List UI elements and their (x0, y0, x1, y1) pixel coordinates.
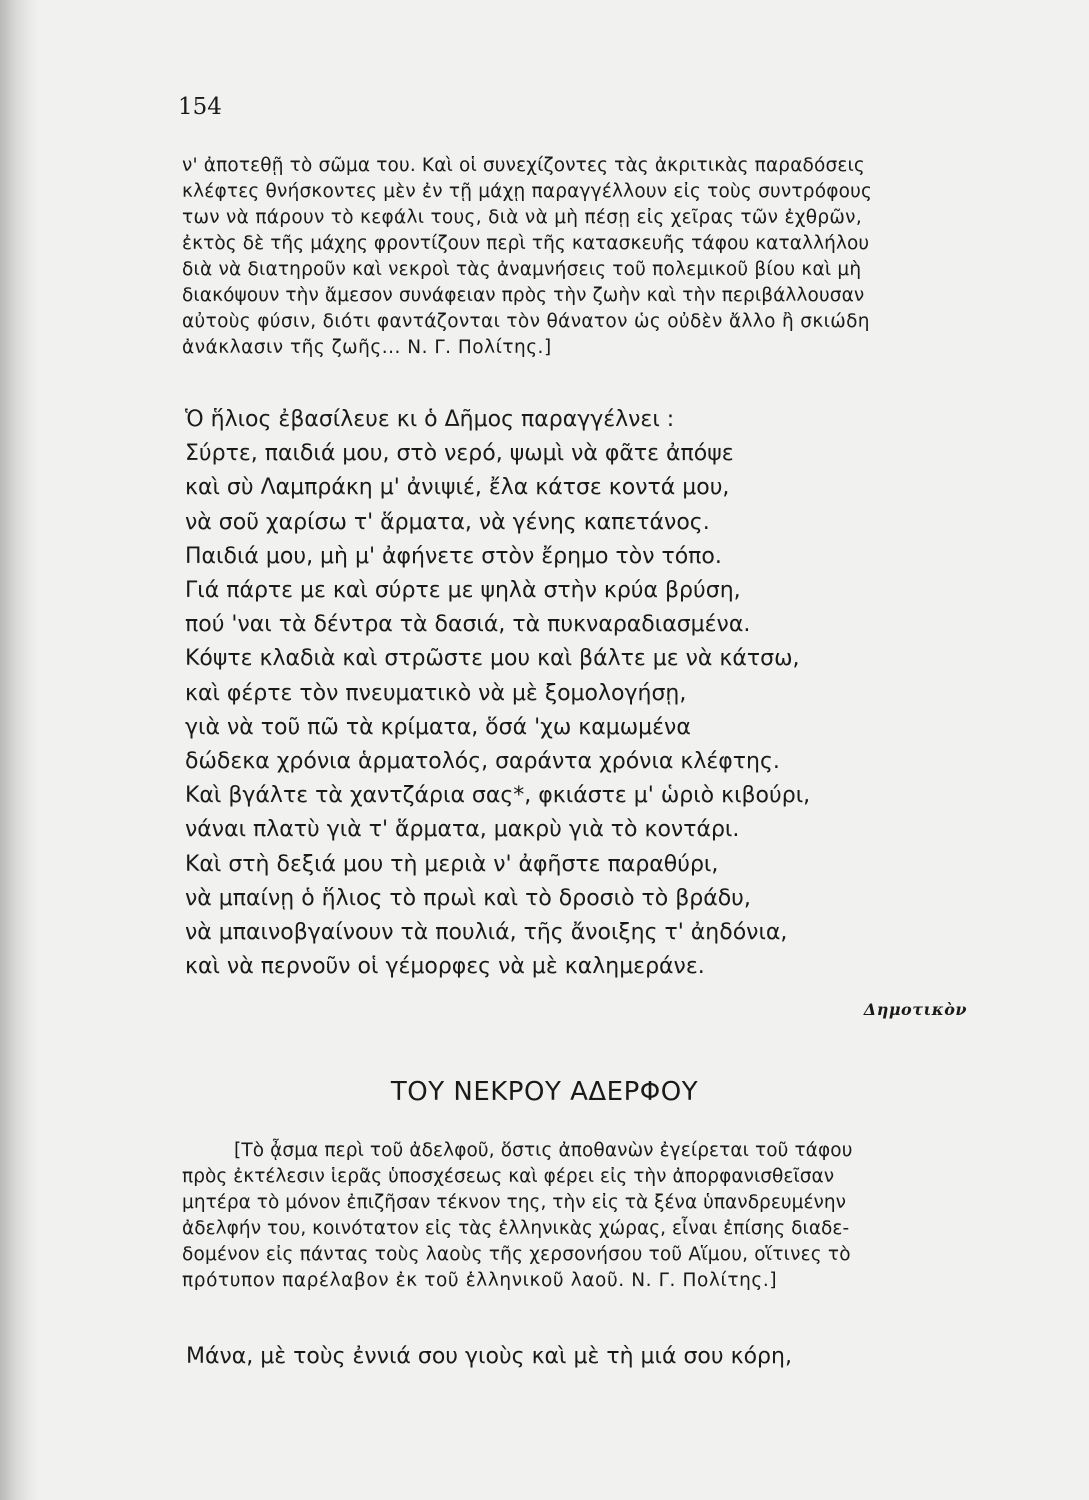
poem-line: νάναι πλατὺ γιὰ τ' ἅρματα, μακρὺ γιὰ τὸ κοντάρι. (185, 817, 740, 843)
prose-line: διὰ νὰ διατηροῦν καὶ νεκροὶ τὰς ἀναμνήσεις τοῦ πολεμικοῦ βίου καὶ μὴ (182, 259, 862, 280)
prose-line: κλέφτες θνήσκοντες μὲν ἐν τῇ μάχῃ παραγγέλλουν εἰς τοὺς συντρόφους (182, 181, 873, 202)
prose-line: των νὰ πάρουν τὸ κεφάλι τους, διὰ νὰ μὴ πέσῃ εἰς χεῖρας τῶν ἐχθρῶν, (182, 207, 863, 228)
section-intro-paragraph (182, 1138, 932, 1294)
poem-attribution: Δημοτικὸν (863, 1000, 967, 1019)
prose-line: πρότυπον παρέλαβον ἐκ τοῦ ἑλληνικοῦ λαοῦ. Ν. Γ. Πολίτης.] (182, 1270, 778, 1291)
prose-line: ἀδελφήν του, κοινότατον εἰς τὰς ἑλληνικὰς χώρας, εἶναι ἐπίσης διαδε- (182, 1218, 850, 1239)
poem-line: Σύρτε, παιδιά μου, στὸ νερό, ψωμὶ νὰ φᾶτε ἀπόψε (185, 441, 734, 467)
prose-line: πρὸς ἐκτέλεσιν ἱερᾶς ὑποσχέσεως καὶ φέρει εἰς τὴν ἀπορφανισθεῖσαν (182, 1166, 835, 1187)
prose-line: μητέρα τὸ μόνον ἐπιζῆσαν τέκνον της, τὴν εἰς τὰ ξένα ὑπανδρευμένην (182, 1192, 847, 1213)
prose-line: ἀνάκλασιν τῆς ζωῆς... Ν. Γ. Πολίτης.] (182, 337, 552, 358)
poem-line: καὶ νὰ περνοῦν οἱ γέμορφες νὰ μὲ καλημεράνε. (185, 954, 705, 980)
poem-line: Κόψτε κλαδιὰ καὶ στρῶστε μου καὶ βάλτε με νὰ κάτσω, (185, 646, 800, 672)
poem-line: γιὰ νὰ τοῦ πῶ τὰ κρίματα, ὅσά 'χω καμωμένα (185, 714, 691, 740)
poem-line: Καὶ στὴ δεξιά μου τὴ μεριὰ ν' ἀφῆστε παραθύρι, (185, 851, 719, 877)
poem-line: Παιδιά μου, μὴ μ' ἀφήνετε στὸν ἔρημο τὸν τόπο. (185, 543, 722, 569)
prose-line: δομένον εἰς πάντας τοὺς λαοὺς τῆς χερσονήσου τοῦ Αἵμου, οἵτινες τὸ (182, 1244, 851, 1265)
prose-line: διακόψουν τὴν ἄμεσον συνάφειαν πρὸς τὴν ζωὴν καὶ τὴν περιβάλλουσαν (182, 285, 865, 306)
page-number: 154 (178, 94, 222, 120)
poem-line: καὶ σὺ Λαμπράκη μ' ἀνιψιέ, ἔλα κάτσε κοντά μου, (185, 475, 730, 501)
poem-line: νὰ μπαινοβγαίνουν τὰ πουλιά, τῆς ἄνοιξης τ' ἀηδόνια, (185, 920, 788, 946)
prose-line: ν' ἀποτεθῇ τὸ σῶμα του. Καὶ οἱ συνεχίζοντες τὰς ἀκριτικὰς παραδόσεις (182, 155, 865, 176)
poem-line: νὰ σοῦ χαρίσω τ' ἅρματα, νὰ γένης καπετάνος. (185, 509, 710, 535)
poem-nekrou-aderfou-first-line: Μάνα, μὲ τοὺς ἐννιά σου γιοὺς καὶ μὲ τὴ μιά σου κόρη, (186, 1344, 792, 1369)
poem-line: Γιά πάρτε με καὶ σύρτε με ψηλὰ στὴν κρύα βρύση, (185, 578, 741, 604)
poem-dimos (185, 403, 945, 984)
section-title: ΤΟΥ ΝΕΚΡΟΥ ΑΔΕΡΦΟΥ (390, 1077, 699, 1107)
page-edge-shadow (0, 0, 40, 1500)
intro-paragraph (182, 153, 932, 361)
poem-line: πού 'ναι τὰ δέντρα τὰ δασιά, τὰ πυκναραδιασμένα. (185, 612, 751, 638)
poem-line: Καὶ βγάλτε τὰ χαντζάρια σας*, φκιάστε μ' ὡριὸ κιβούρι, (185, 783, 811, 809)
prose-line: αὐτοὺς φύσιν, διότι φαντάζονται τὸν θάνατον ὡς οὐδὲν ἄλλο ἢ σκιώδη (182, 311, 870, 332)
poem-line: καὶ φέρτε τὸν πνευματικὸ νὰ μὲ ξομολογήσῃ, (185, 680, 687, 706)
poem-line: Ὁ ἥλιος ἐβασίλευε κι ὁ Δῆμος παραγγέλνει : (185, 407, 675, 432)
prose-line: [Τὸ ᾆσμα περὶ τοῦ ἀδελφοῦ, ὅστις ἀποθανὼν ἐγείρεται τοῦ τάφου (234, 1140, 853, 1161)
prose-line: ἐκτὸς δὲ τῆς μάχης φροντίζουν περὶ τῆς κατασκευῆς τάφου καταλλήλου (182, 233, 870, 254)
poem-line: νὰ μπαίνῃ ὁ ἥλιος τὸ πρωὶ καὶ τὸ δροσιὸ τὸ βράδυ, (185, 885, 751, 911)
poem-line: δώδεκα χρόνια ἁρματολός, σαράντα χρόνια κλέφτης. (185, 749, 780, 775)
